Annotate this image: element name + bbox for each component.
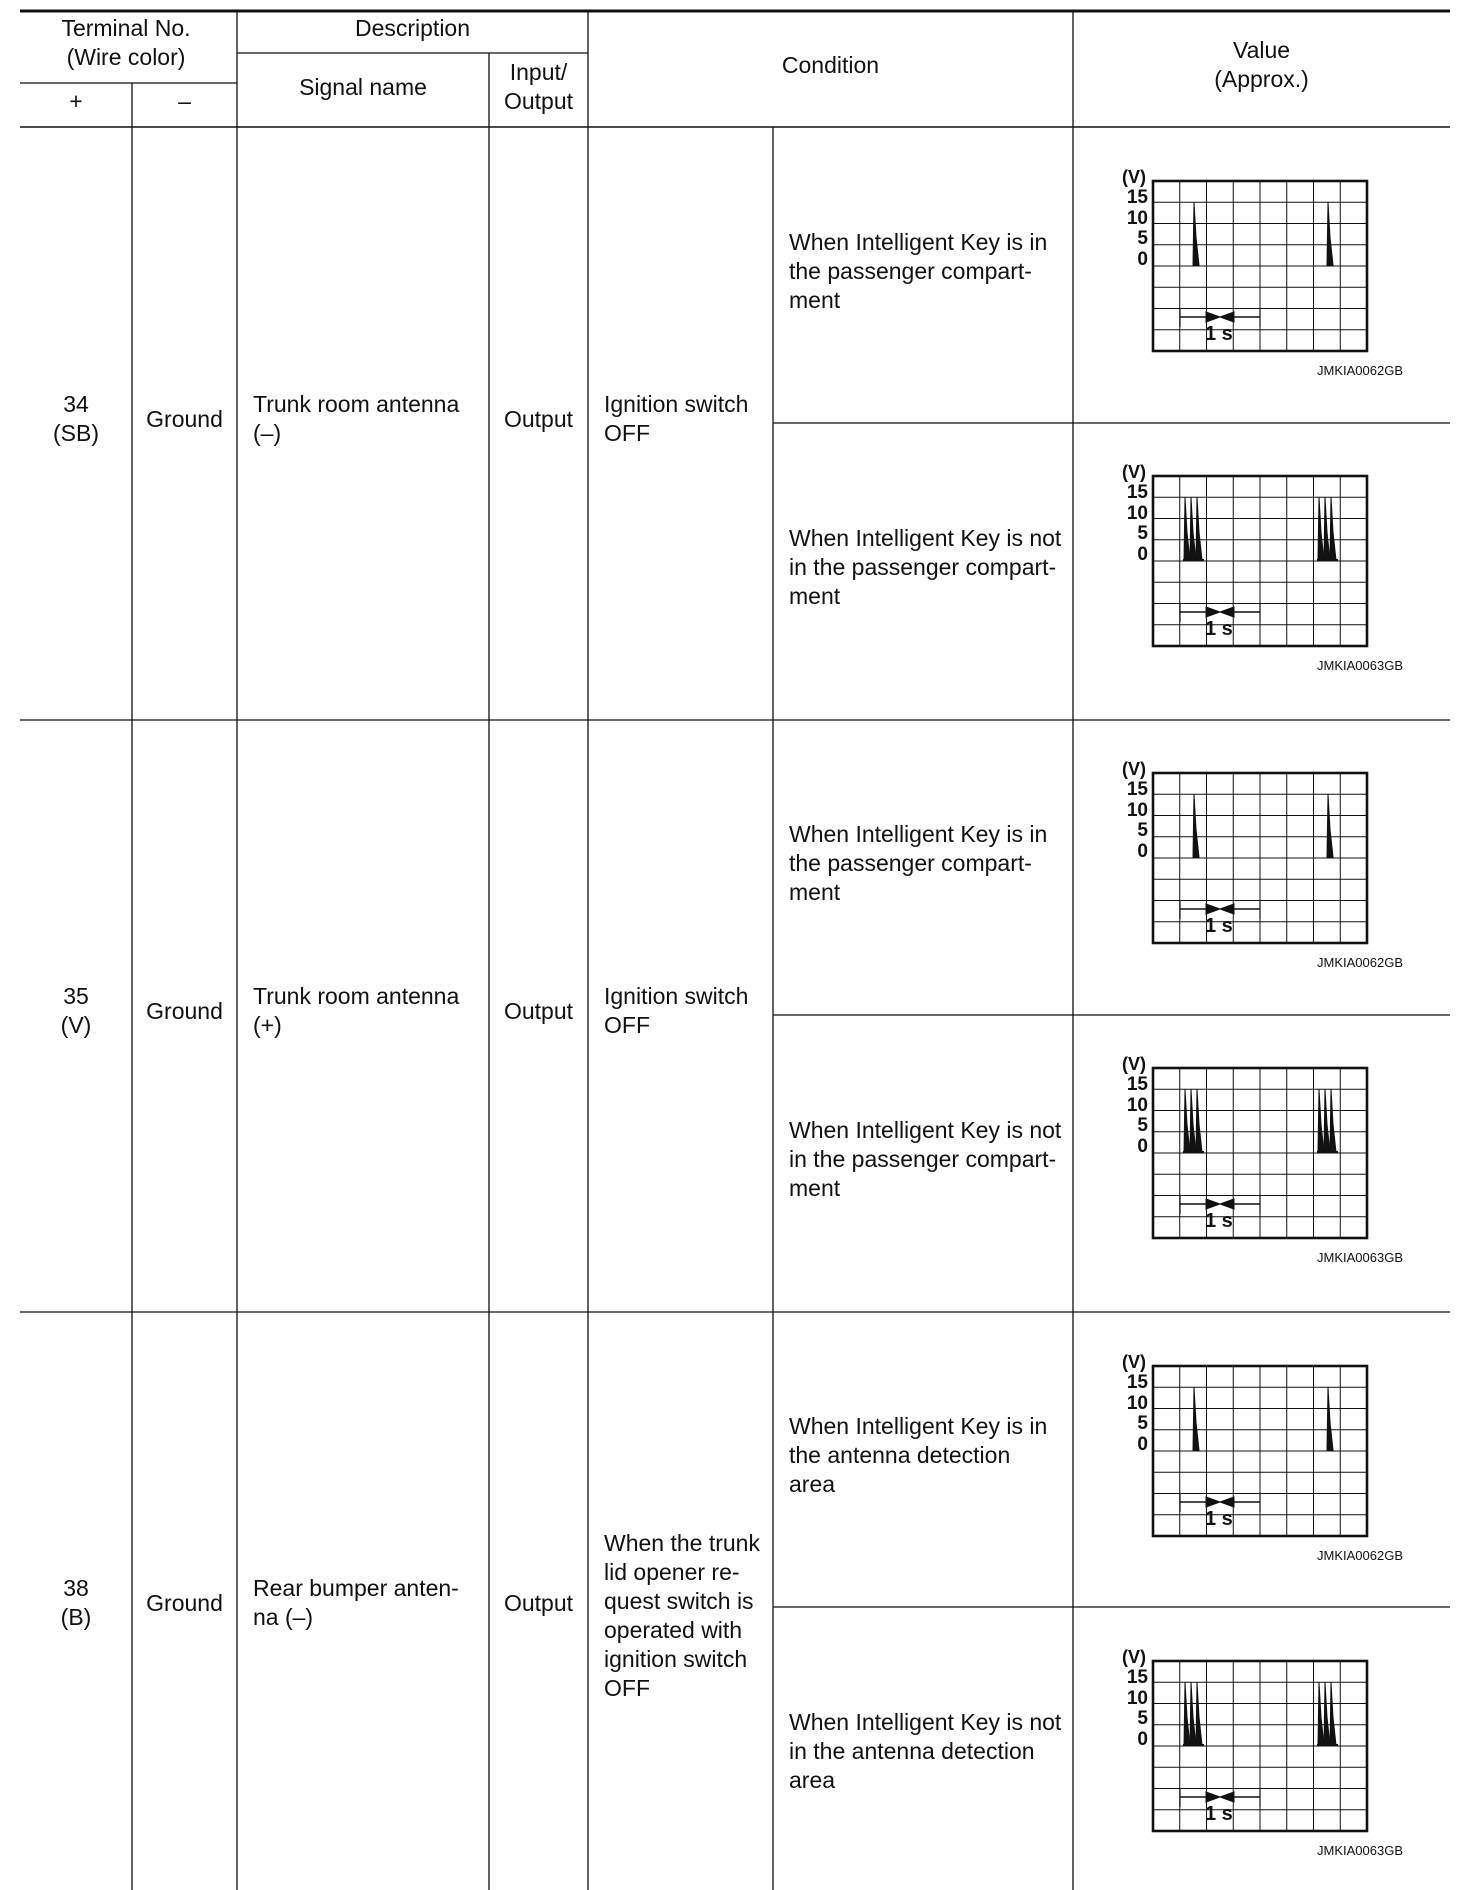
waveform-y-tick: 10 <box>1126 502 1148 524</box>
waveform-y-tick: 10 <box>1126 207 1148 229</box>
waveform-y-tick: 15 <box>1126 1372 1148 1393</box>
figure-code: JMKIA0062GB <box>1317 363 1403 378</box>
waveform-y-tick: 15 <box>1126 1074 1148 1095</box>
waveform-time-label: 1 s <box>1205 1508 1233 1530</box>
row-ground: Ground <box>146 998 223 1024</box>
time-arrowhead <box>1220 312 1234 322</box>
row-ground: Ground <box>146 1590 223 1616</box>
waveform-pulse <box>1184 1682 1190 1745</box>
time-arrowhead <box>1220 1199 1234 1209</box>
waveform-pulse <box>1196 1089 1202 1152</box>
waveform-pulse <box>1327 1387 1333 1450</box>
waveform-pulse <box>1330 497 1336 560</box>
waveform-pulse <box>1184 497 1190 560</box>
waveform-pulse <box>1193 1387 1199 1450</box>
waveform-y-tick: 15 <box>1126 1667 1148 1688</box>
row-io: Output <box>503 998 574 1024</box>
waveform-y-tick: 0 <box>1137 1728 1148 1750</box>
waveform-pulse <box>1327 202 1333 265</box>
waveform-pulse <box>1190 497 1196 560</box>
waveform-time-label: 1 s <box>1205 618 1233 640</box>
waveform-unit: (V) <box>1122 1054 1146 1074</box>
waveform-y-tick: 0 <box>1137 1135 1148 1157</box>
time-arrowhead <box>1206 312 1220 322</box>
time-arrowhead <box>1220 1792 1234 1802</box>
header-input-output: Input/ Output <box>503 59 574 114</box>
waveform-unit: (V) <box>1122 167 1146 187</box>
row-condition: When the trunk lid opener re- quest switch is operated with ignition switch OFF <box>604 1530 760 1701</box>
waveform-y-tick: 0 <box>1137 840 1148 862</box>
waveform-unit: (V) <box>1122 759 1146 779</box>
row-terminal: 38 (B) <box>60 1575 92 1630</box>
time-arrowhead <box>1220 904 1234 914</box>
figure-code: JMKIA0063GB <box>1317 658 1403 673</box>
waveform-pulse <box>1196 497 1202 560</box>
waveform-y-tick: 10 <box>1126 799 1148 821</box>
header-terminal-no: Terminal No. (Wire color) <box>61 15 191 70</box>
waveform-y-tick: 5 <box>1137 1413 1148 1434</box>
row-condition: Ignition switch OFF <box>604 391 749 446</box>
waveform-y-tick: 10 <box>1126 1094 1148 1116</box>
figure-code: JMKIA0063GB <box>1317 1250 1403 1265</box>
waveform-y-tick: 5 <box>1137 523 1148 544</box>
waveform-pulse <box>1193 794 1199 857</box>
figure-code: JMKIA0062GB <box>1317 1548 1403 1563</box>
waveform-y-tick: 0 <box>1137 248 1148 270</box>
sub-condition: When Intelligent Key is not in the antenna detection area <box>789 1709 1062 1793</box>
time-arrowhead <box>1206 607 1220 617</box>
header-plus: + <box>69 88 83 114</box>
waveform-y-tick: 5 <box>1137 1708 1148 1729</box>
waveform-pulse <box>1190 1682 1196 1745</box>
waveform-y-tick: 15 <box>1126 779 1148 800</box>
figure-code: JMKIA0062GB <box>1317 955 1403 970</box>
row-ground: Ground <box>146 406 223 432</box>
row-io: Output <box>503 1590 574 1616</box>
waveform-pulse <box>1318 1089 1324 1152</box>
waveform-time-label: 1 s <box>1205 1803 1233 1825</box>
waveform-pulse <box>1190 1089 1196 1152</box>
waveform-y-tick: 5 <box>1137 1115 1148 1136</box>
waveform-y-tick: 15 <box>1126 482 1148 503</box>
header-signal-name: Signal name <box>299 74 427 100</box>
row-signal-name: Trunk room antenna (+) <box>253 983 460 1038</box>
waveform-y-tick: 10 <box>1126 1687 1148 1709</box>
waveform-y-tick: 0 <box>1137 543 1148 565</box>
waveform-pulse <box>1324 1089 1330 1152</box>
row-signal-name: Rear bumper anten- na (–) <box>253 1575 459 1630</box>
row-terminal: 35 (V) <box>60 983 92 1038</box>
row-signal-name: Trunk room antenna (–) <box>253 391 460 446</box>
waveform-y-tick: 5 <box>1137 820 1148 841</box>
waveform-pulse <box>1184 1089 1190 1152</box>
sub-condition: When Intelligent Key is in the passenger compart- ment <box>789 229 1048 313</box>
waveform-pulse <box>1330 1682 1336 1745</box>
sub-condition: When Intelligent Key is in the passenger compart- ment <box>789 821 1048 905</box>
waveform-pulse <box>1324 497 1330 560</box>
waveform-time-label: 1 s <box>1205 323 1233 345</box>
sub-condition: When Intelligent Key is not in the passenger compart- ment <box>789 525 1062 609</box>
time-arrowhead <box>1220 1497 1234 1507</box>
waveform-pulse <box>1318 497 1324 560</box>
waveform-unit: (V) <box>1122 1647 1146 1667</box>
waveform-y-tick: 5 <box>1137 228 1148 249</box>
waveform-pulse <box>1196 1682 1202 1745</box>
waveform-pulse <box>1327 794 1333 857</box>
waveform-pulse <box>1318 1682 1324 1745</box>
waveform-y-tick: 0 <box>1137 1433 1148 1455</box>
waveform-pulse <box>1193 202 1199 265</box>
sub-condition: When Intelligent Key is not in the passenger compart- ment <box>789 1117 1062 1201</box>
sub-condition: When Intelligent Key is in the antenna detection area <box>789 1413 1048 1497</box>
waveform-pulse <box>1330 1089 1336 1152</box>
header-value: Value (Approx.) <box>1214 37 1309 92</box>
waveform-time-label: 1 s <box>1205 1210 1233 1232</box>
row-condition: Ignition switch OFF <box>604 983 749 1038</box>
figure-code: JMKIA0063GB <box>1317 1843 1403 1858</box>
time-arrowhead <box>1206 1792 1220 1802</box>
header-description: Description <box>354 15 471 41</box>
waveform-pulse <box>1324 1682 1330 1745</box>
time-arrowhead <box>1206 1199 1220 1209</box>
time-arrowhead <box>1206 904 1220 914</box>
waveform-y-tick: 15 <box>1126 187 1148 208</box>
time-arrowhead <box>1220 607 1234 617</box>
time-arrowhead <box>1206 1497 1220 1507</box>
header-minus: – <box>178 88 191 114</box>
row-terminal: 34 (SB) <box>53 391 99 446</box>
waveform-unit: (V) <box>1122 1352 1146 1372</box>
waveform-unit: (V) <box>1122 462 1146 482</box>
header-condition: Condition <box>781 52 880 78</box>
waveform-time-label: 1 s <box>1205 915 1233 937</box>
row-io: Output <box>503 406 574 432</box>
waveform-y-tick: 10 <box>1126 1392 1148 1414</box>
